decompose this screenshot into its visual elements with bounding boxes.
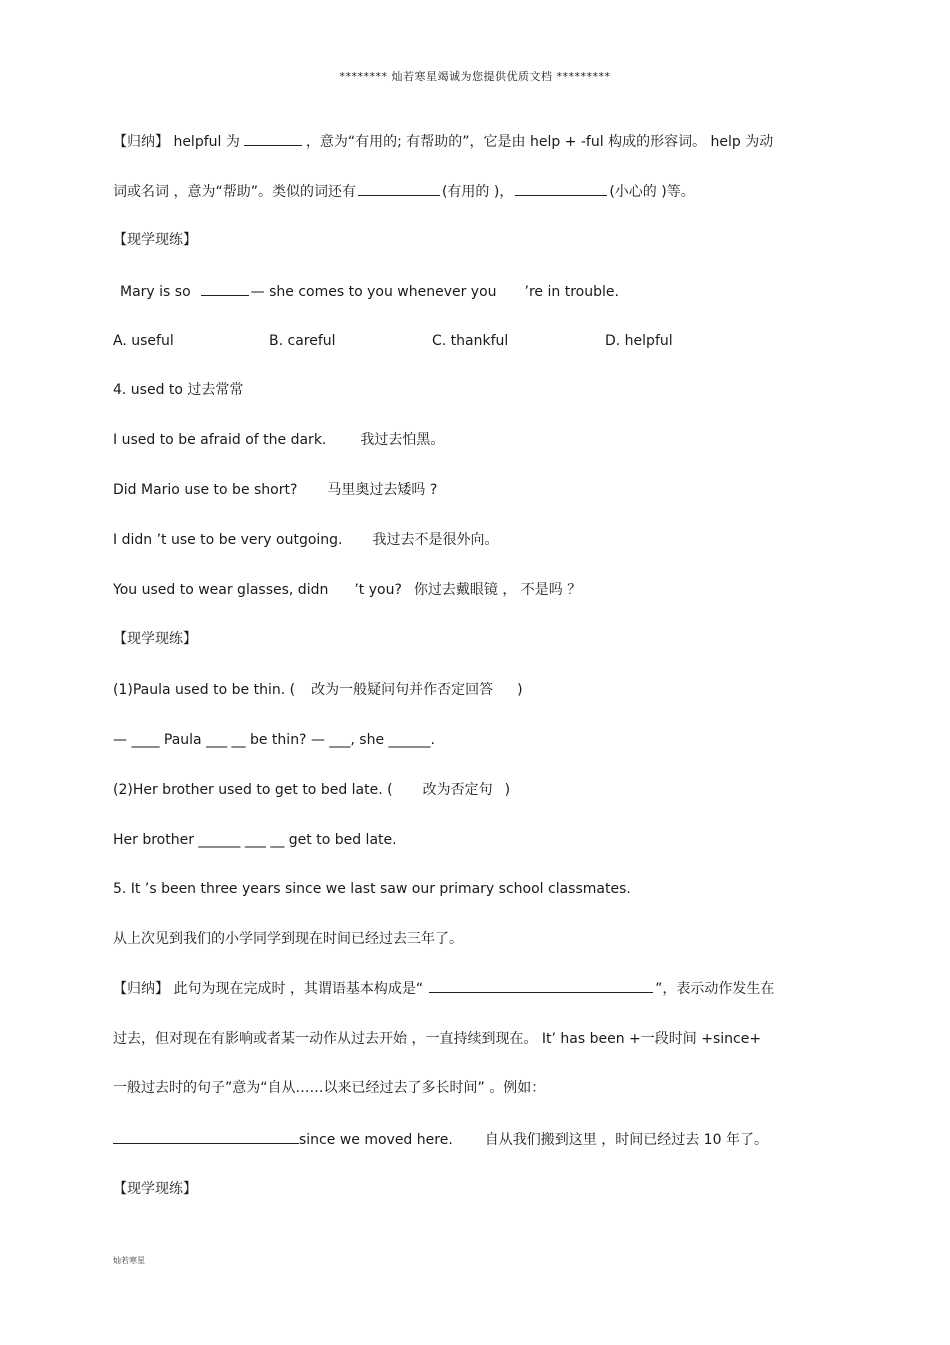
- example-sentence: You used to wear glasses, didn ’t you? 你过去戴眼镜 ， 不是吗 ？: [113, 582, 582, 598]
- summary-perfect-line1: 【归纳】 此句为现在完成时 ，其谓语基本构成是“ ”，表示动作发生在: [113, 978, 838, 999]
- exercise-sentence: Mary is so — she comes to you whenever you ’re in trouble.: [120, 281, 845, 302]
- exercise-fill-line: Her brother ______ ___ __ get to bed late.: [113, 832, 397, 848]
- option-c: C. thankful: [432, 333, 509, 349]
- answer-blank: [358, 181, 440, 196]
- summary-perfect-line3: 一般过去时的句子”意为“自从……以来已经过去了多长时间” 。例如：: [113, 1080, 546, 1096]
- section-heading-practice: 【现学现练】: [113, 232, 197, 248]
- answer-blank: [113, 1129, 299, 1144]
- section-heading-practice: 【现学现练】: [113, 631, 197, 647]
- answer-blank: [244, 131, 302, 146]
- answer-blank: [429, 978, 653, 993]
- page-footer: 灿若寒星: [113, 1256, 145, 1265]
- summary-helpful-line2: 词或名词 ，意为“帮助”。类似的词还有 (有用的 )， (小心的 )等。: [113, 181, 838, 202]
- example-with-blank: since we moved here. 自从我们搬到这里 ，时间已经过去 10 年了。: [113, 1129, 838, 1150]
- point-5-translation: 从上次见到我们的小学同学到现在时间已经过去三年了。: [113, 931, 463, 947]
- example-sentence: I used to be afraid of the dark. 我过去怕黑。: [113, 432, 445, 448]
- section-heading-practice: 【现学现练】: [113, 1181, 197, 1197]
- page-header: ******** 灿若寒星竭诚为您提供优质文档 *********: [339, 70, 611, 83]
- option-b: B. careful: [269, 333, 336, 349]
- exercise-fill-line: — ____ Paula ___ __ be thin? — ___, she ______.: [113, 732, 435, 748]
- point-5-title: 5. It ’s been three years since we last saw our primary school classmates.: [113, 881, 631, 897]
- example-sentence: I didn ’t use to be very outgoing. 我过去不是很外向。: [113, 532, 499, 548]
- point-4-title: 4. used to 过去常常: [113, 382, 244, 398]
- example-sentence: Did Mario use to be short? 马里奥过去矮吗 ?: [113, 482, 438, 498]
- summary-helpful-line1: 【归纳】 helpful 为 ，意为“有用的; 有帮助的”，它是由 help + -ful 构成的形容词。 help 为动: [113, 131, 838, 152]
- answer-blank: [201, 281, 249, 296]
- option-a: A. useful: [113, 333, 174, 349]
- exercise-instruction: (2)Her brother used to get to bed late. ( 改为否定句 ): [113, 782, 511, 798]
- exercise-instruction: (1)Paula used to be thin. ( 改为一般疑问句并作否定回答 ): [113, 682, 523, 698]
- answer-blank: [515, 181, 607, 196]
- summary-perfect-line2: 过去，但对现在有影响或者某一动作从过去开始 ，一直持续到现在。 It’ has been +一段时间 +since+: [113, 1031, 762, 1047]
- option-d: D. helpful: [605, 333, 673, 349]
